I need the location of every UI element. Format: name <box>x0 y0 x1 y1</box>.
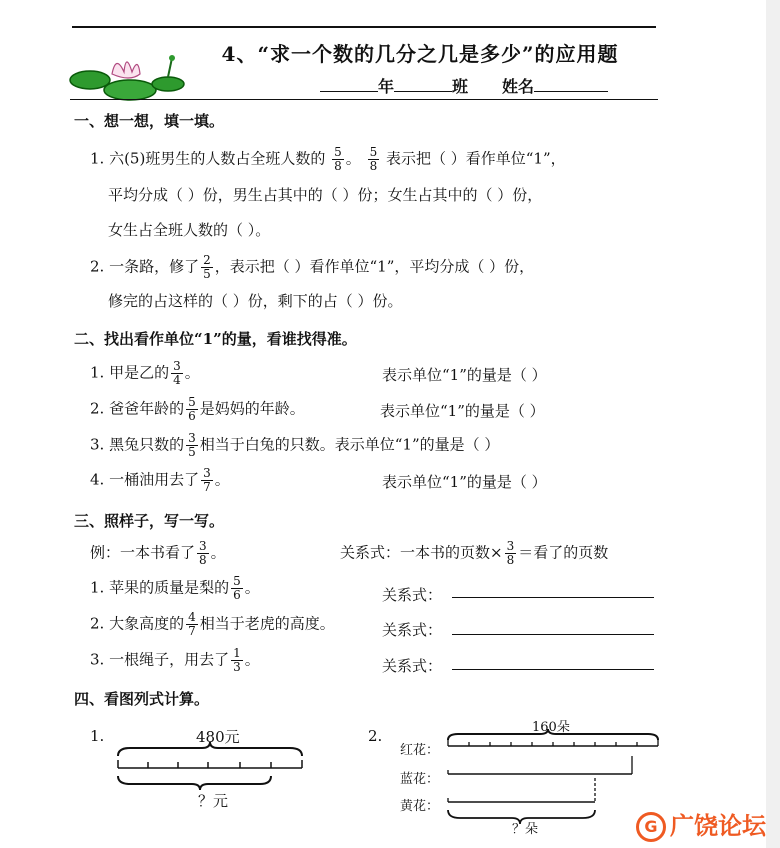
numerator: 5 <box>334 145 342 159</box>
q2-item-text: 2. 爸爸年龄的 <box>90 399 185 418</box>
relation-text: 关系式：一本书的页数× <box>340 543 503 562</box>
answer-line[interactable] <box>452 634 654 635</box>
q3-item-post: 。 <box>244 578 260 597</box>
q2-item-post: 是妈妈的年龄。 <box>199 399 305 418</box>
q1-line-1 <box>90 146 566 173</box>
numerator: 5 <box>233 574 241 588</box>
fraction <box>231 575 243 602</box>
q3-item <box>90 575 260 602</box>
denominator: 8 <box>369 159 378 173</box>
denominator: 8 <box>334 159 342 173</box>
q2-answer: 表示单位“1”的量是（ ） <box>382 366 547 384</box>
section-4-heading: 四、看图列式计算。 <box>74 690 210 708</box>
q1-line4-text: 2. 一条路，修了 <box>90 257 200 276</box>
q3-example-relation <box>340 540 608 567</box>
fraction <box>201 254 213 281</box>
answer-line[interactable] <box>452 669 654 670</box>
label-blue-flower: 蓝花： <box>400 772 440 787</box>
forum-logo-icon: G <box>636 812 666 842</box>
q1-line1-rest: 表示把（ ）看作单位“1”， <box>385 149 566 168</box>
denominator: 8 <box>506 553 515 567</box>
q3-item-text: 1. 苹果的质量是梨的 <box>90 578 230 597</box>
page-title: 4、“求一个数的几分之几是多少”的应用题 <box>221 42 619 66</box>
q1-line-2: 平均分成（ ）份，男生占其中的（ ）份；女生占其中的（ ）份， <box>108 186 543 204</box>
q1-line4-rest: ，表示把（ ）看作单位“1”，平均分成（ ）份， <box>214 257 535 276</box>
denominator: 3 <box>233 660 241 674</box>
q3-example <box>90 540 226 567</box>
bottom-brace <box>118 776 271 790</box>
q3-item-text: 3. 一根绳子，用去了 <box>90 650 230 669</box>
student-info-line <box>320 74 608 97</box>
fraction <box>186 611 198 638</box>
fraction <box>231 647 243 674</box>
watermark <box>636 806 766 842</box>
q3-item <box>90 647 260 674</box>
q1-line-4 <box>90 254 534 281</box>
fraction <box>368 146 380 173</box>
numerator: 3 <box>506 539 515 553</box>
q2-item-text: 1. 甲是乙的 <box>90 363 170 382</box>
class-blank[interactable] <box>394 77 452 92</box>
problem-2-total: 160朵 <box>532 720 570 735</box>
numerator: 3 <box>203 466 211 480</box>
numerator: 5 <box>369 145 378 159</box>
section-1-heading: 一、想一想，填一填。 <box>74 112 225 130</box>
denominator: 7 <box>203 480 211 494</box>
q2-item-text: 3. 黑兔只数的 <box>90 435 185 454</box>
top-brace <box>118 742 302 756</box>
q2-item <box>90 432 499 459</box>
q2-item <box>90 467 230 494</box>
q2-item-post: 。 <box>214 470 230 489</box>
q2-item <box>90 396 305 423</box>
name-label: 姓名 <box>502 77 535 96</box>
problem-2-question: ？朵 <box>512 822 539 837</box>
numerator: 3 <box>188 431 196 445</box>
answer-line[interactable] <box>452 597 654 598</box>
relation-label: 关系式： <box>382 586 443 604</box>
fraction <box>197 540 209 567</box>
fraction <box>505 540 517 567</box>
name-blank[interactable] <box>534 77 608 92</box>
problem-1-question: ？元 <box>198 792 229 810</box>
denominator: 6 <box>188 409 196 423</box>
fraction <box>332 146 344 173</box>
q2-answer: 表示单位“1”的量是（ ） <box>382 473 547 491</box>
numerator: 3 <box>173 359 181 373</box>
problem-1-total: 480元 <box>196 728 240 746</box>
q3-example-post: 。 <box>210 543 226 562</box>
q1-line-5: 修完的占这样的（ ）份，剩下的占（ ）份。 <box>108 292 403 310</box>
scrollbar[interactable] <box>766 0 780 848</box>
q1-line1-period: 。 <box>345 149 361 168</box>
q2-item <box>90 360 200 387</box>
year-blank[interactable] <box>320 77 378 92</box>
top-brace <box>448 729 658 740</box>
label-red-flower: 红花： <box>400 743 440 758</box>
denominator: 7 <box>188 624 196 638</box>
fraction <box>201 467 213 494</box>
class-label: 班 <box>452 77 469 96</box>
section-3-heading: 三、照样子，写一写。 <box>74 512 225 530</box>
top-rule <box>72 26 656 28</box>
denominator: 6 <box>233 588 241 602</box>
denominator: 5 <box>203 267 211 281</box>
tick-marks <box>118 760 302 768</box>
q3-item-text: 2. 大象高度的 <box>90 614 185 633</box>
numerator: 3 <box>199 539 207 553</box>
relation-label: 关系式： <box>382 657 443 675</box>
fraction <box>186 432 198 459</box>
q1-line1-text: 1. 六(5)班男生的人数占全班人数的 <box>90 149 326 168</box>
problem-1-number: 1. <box>90 727 105 745</box>
problem-2-number: 2. <box>368 727 383 745</box>
q3-item-post: 。 <box>244 650 260 669</box>
red-ticks <box>448 740 658 746</box>
numerator: 1 <box>233 646 241 660</box>
label-yellow-flower: 黄花： <box>400 799 440 814</box>
q3-example-text: 例：一本书看了 <box>90 543 196 562</box>
relation-result: ＝看了的页数 <box>518 543 609 562</box>
fraction <box>186 396 198 423</box>
watermark-text: 广饶论坛 <box>670 812 766 840</box>
q2-answer: 表示单位“1”的量是（ ） <box>380 402 545 420</box>
q3-item <box>90 611 335 638</box>
q1-line-3: 女生占全班人数的（ ）。 <box>108 221 271 239</box>
q3-item-post: 相当于老虎的高度。 <box>199 614 335 633</box>
q2-item-post: 。 <box>184 363 200 382</box>
numerator: 5 <box>188 395 196 409</box>
denominator: 5 <box>188 445 196 459</box>
q2-answer: 表示单位“1”的量是（ ） <box>334 435 500 454</box>
fraction <box>171 360 183 387</box>
numerator: 4 <box>188 610 196 624</box>
numerator: 2 <box>203 253 211 267</box>
header-rule <box>70 99 658 100</box>
relation-label: 关系式： <box>382 621 443 639</box>
q2-item-text: 4. 一桶油用去了 <box>90 470 200 489</box>
denominator: 4 <box>173 373 181 387</box>
q2-item-post: 相当于白兔的只数。 <box>199 435 335 454</box>
section-2-heading: 二、找出看作单位“1”的量，看谁找得准。 <box>74 330 357 348</box>
year-label: 年 <box>378 77 395 96</box>
denominator: 8 <box>199 553 207 567</box>
